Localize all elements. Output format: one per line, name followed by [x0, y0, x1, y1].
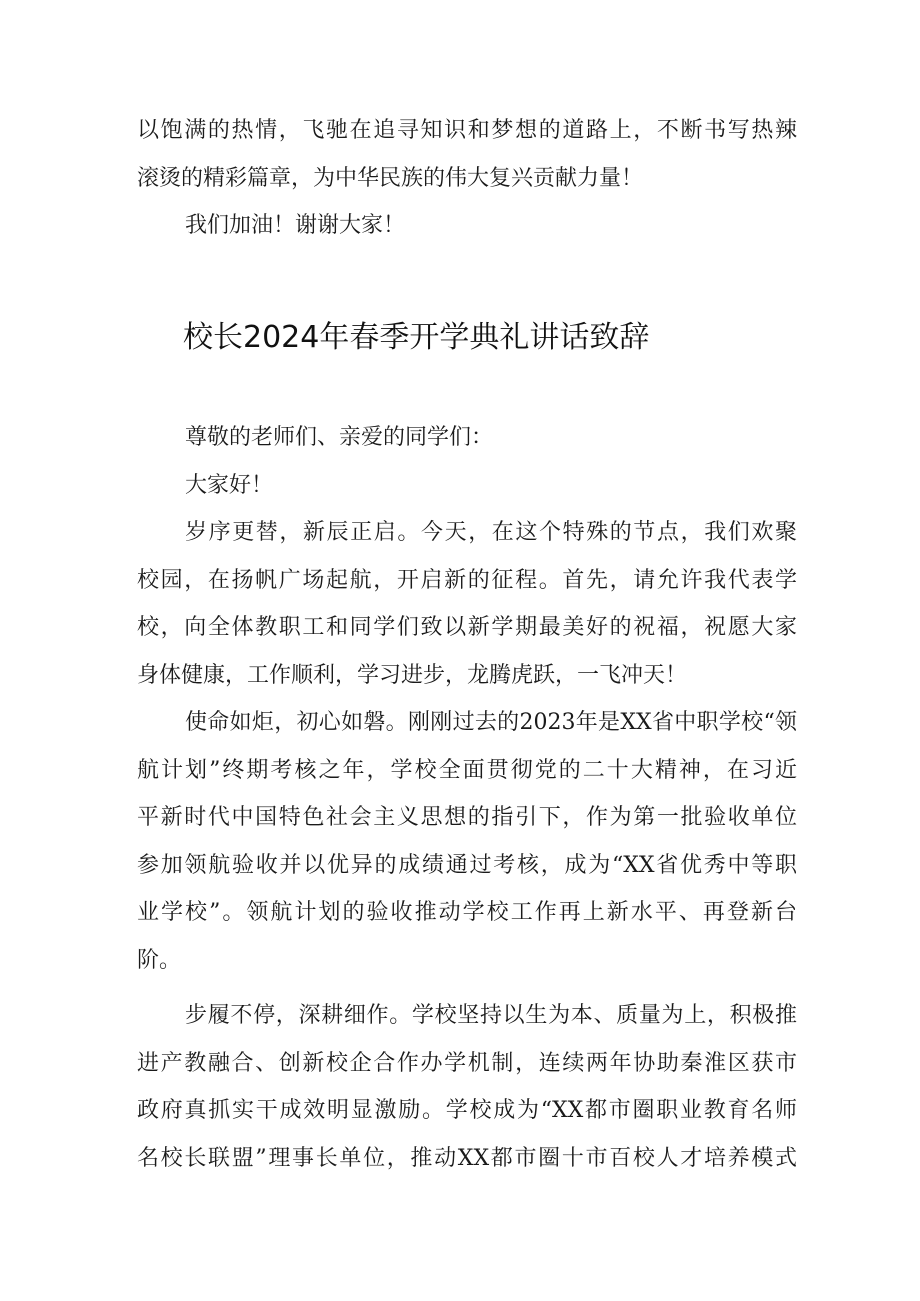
greeting-line: 大家好！: [185, 472, 274, 498]
paragraph-line: 名校长联盟”理事长单位，推动XX都市圈十市百校人才培养模式: [137, 1145, 797, 1171]
paragraph-line: 岁序更替，新辰正启。今天，在这个特殊的节点，我们欢聚: [185, 520, 797, 545]
paragraph-line: 航计划”终期考核之年，学校全面贯彻党的二十大精神，在习近: [137, 757, 797, 783]
speech-opening: [137, 414, 797, 509]
paragraph-2: [137, 699, 797, 984]
paragraph-line: 阶。: [137, 947, 182, 973]
paragraph-line: 步履不停，深耕细作。学校坚持以生为本、质量为上，积极推: [185, 1003, 797, 1028]
paragraph-line: 校园，在扬帆广场起航，开启新的征程。首先，请允许我代表学: [137, 567, 797, 593]
previous-speech-ending: [137, 107, 797, 250]
paragraph-1: [137, 509, 797, 699]
speech-title: 校长2024年春季开学典礼讲话致辞: [183, 320, 650, 355]
paragraph-line: 政府真抓实干成效明显激励。学校成为“XX都市圈职业教育名师: [137, 1098, 797, 1123]
paragraph-line: 参加领航验收并以优异的成绩通过考核，成为“XX省优秀中等职: [137, 852, 797, 878]
paragraph-line: 以饱满的热情，飞驰在追寻知识和梦想的道路上，不断书写热辣: [137, 118, 797, 143]
closing-line: 我们加油！谢谢大家！: [185, 213, 406, 238]
paragraph-line: 进产教融合、创新校企合作办学机制，连续两年协助秦淮区获市: [137, 1050, 797, 1076]
paragraph-line: 平新时代中国特色社会主义思想的指引下，作为第一批验收单位: [137, 805, 797, 830]
paragraph-line: 身体健康，工作顺利，学习进步，龙腾虎跃，一飞冲天！: [137, 662, 688, 688]
paragraph-line: 滚烫的精彩篇章，为中华民族的伟大复兴贡献力量！: [137, 165, 644, 191]
paragraph-3: [137, 992, 797, 1182]
salutation-line: 尊敬的老师们、亲爱的同学们：: [185, 425, 494, 450]
paragraph-line: 使命如炬，初心如磐。刚刚过去的2023年是XX省中职学校“领: [185, 710, 797, 735]
paragraph-line: 业学校”。领航计划的验收推动学校工作再上新水平、再登新台: [137, 900, 797, 925]
paragraph-line: 校，向全体教职工和同学们致以新学期最美好的祝福，祝愿大家: [137, 615, 797, 640]
